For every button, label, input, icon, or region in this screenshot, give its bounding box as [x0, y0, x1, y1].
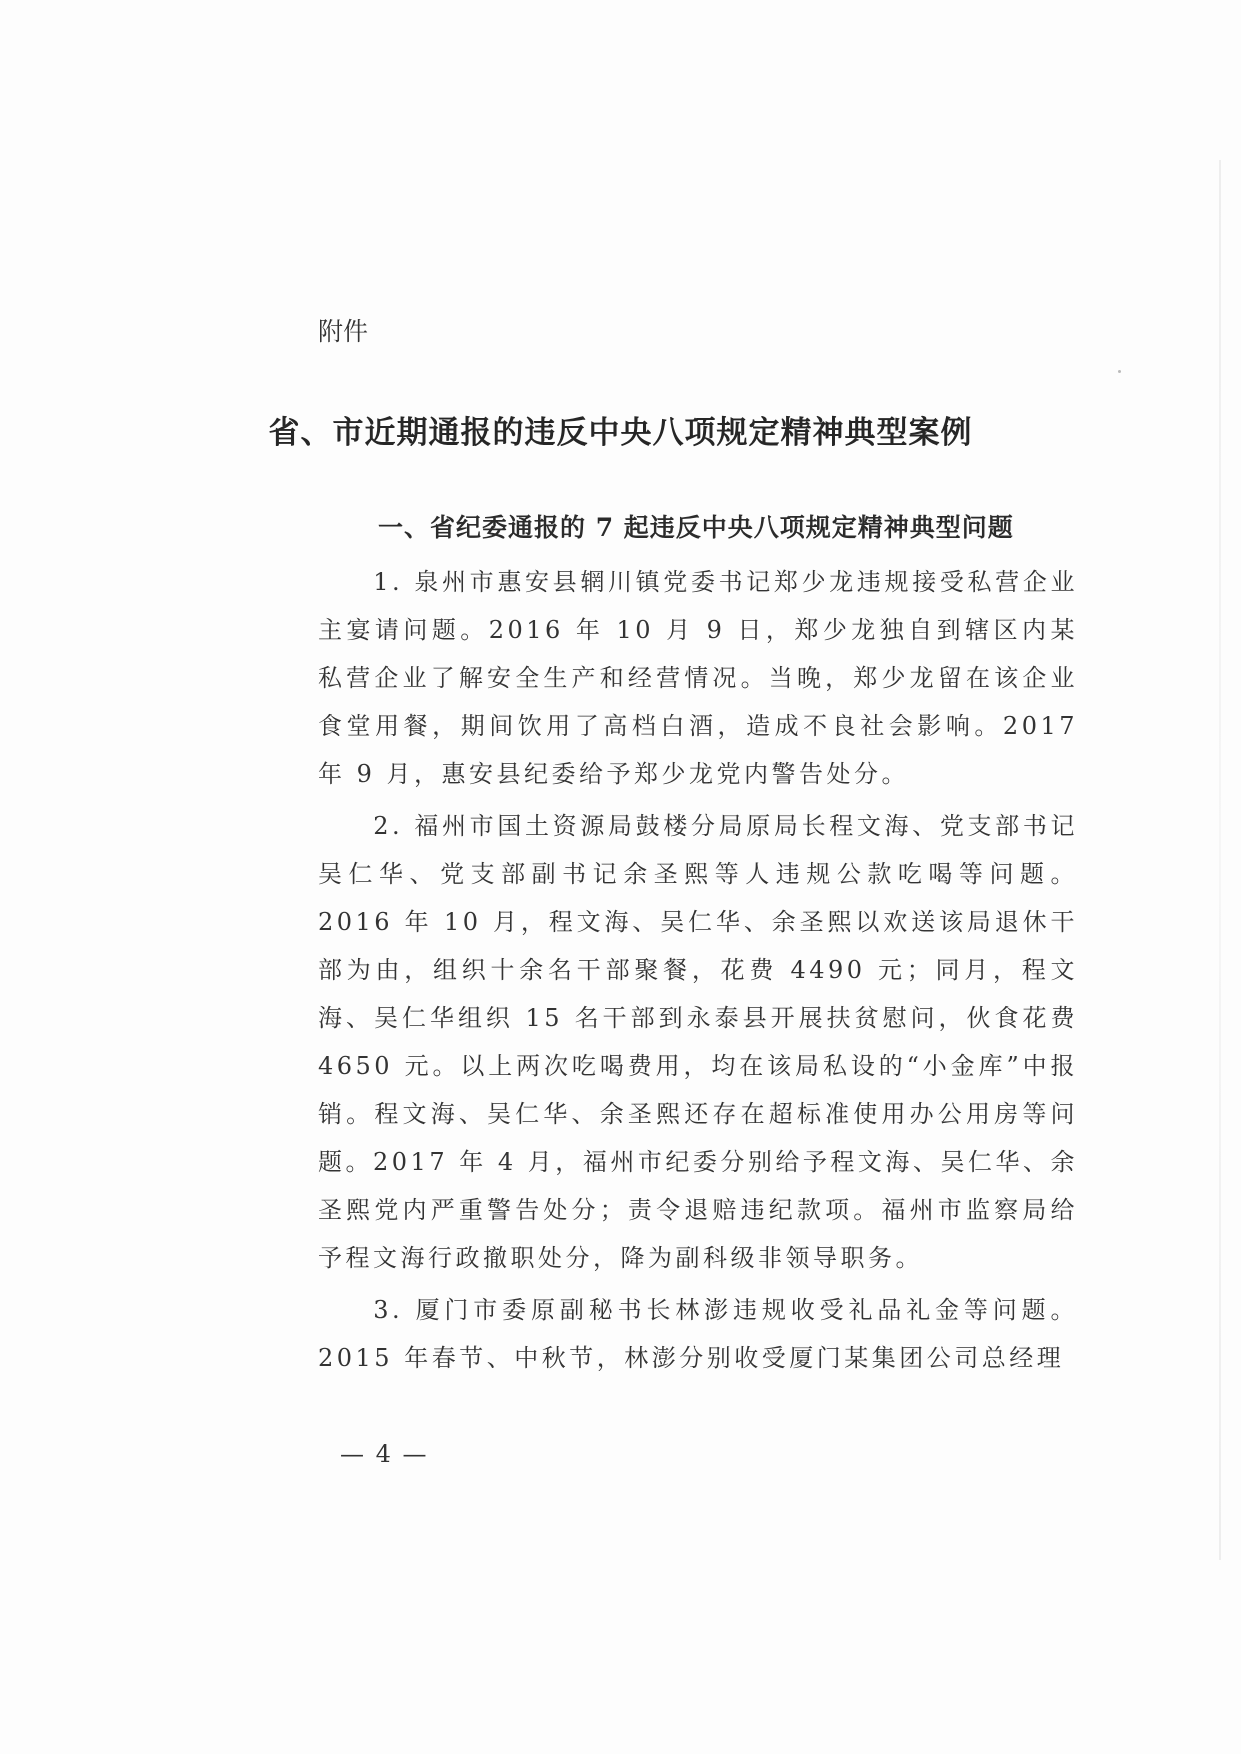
case-paragraph-3: 3. 厦门市委原副秘书长林澎违规收受礼品礼金等问题。2015 年春节、中秋节，林澎分别收受厦门某集团公司总经理 — [318, 1296, 1078, 1372]
case-paragraph-2: 2. 福州市国土资源局鼓楼分局原局长程文海、党支部书记吴仁华、党支部副书记余圣熙等人违规公款吃喝等问题。2016 年 10 月，程文海、吴仁华、余圣熙以欢送该局退休干部为由，组织十余名干部聚餐，花费 4490 元；同月，程文海、吴仁华组织 15 名干部到永泰县开展扶贫慰问，伙食花费 4650 元。以上两次吃喝费用，均在该局私设的“小金库”中报销。程文海、吴仁华、余圣熙还存在超标准使用办公用房等问题。2017 年 4 月，福州市纪委分别给予程文海、吴仁华、余圣熙党内严重警告处分；责令退赔违纪款项。福州市监察局给予程文海行政撤职处分，降为副科级非领导职务。 — [318, 812, 1078, 1272]
body-text — [318, 558, 1078, 1382]
page-number: — 4 — — [340, 1440, 429, 1468]
scan-edge-artifact — [1219, 160, 1221, 1560]
case-paragraph-1: 1. 泉州市惠安县辋川镇党委书记郑少龙违规接受私营企业主宴请问题。2016 年 10 月 9 日，郑少龙独自到辖区内某私营企业了解安全生产和经营情况。当晚，郑少龙留在该企业食堂用餐，期间饮用了高档白酒，造成不良社会影响。2017 年 9 月，惠安县纪委给予郑少龙党内警告处分。 — [318, 568, 1078, 788]
scan-dot-artifact — [1118, 370, 1121, 373]
section-heading: 一、省纪委通报的 7 起违反中央八项规定精神典型问题 — [378, 513, 1014, 542]
attachment-label: 附件 — [318, 317, 369, 346]
document-title: 省、市近期通报的违反中央八项规定精神典型案例 — [268, 415, 973, 451]
